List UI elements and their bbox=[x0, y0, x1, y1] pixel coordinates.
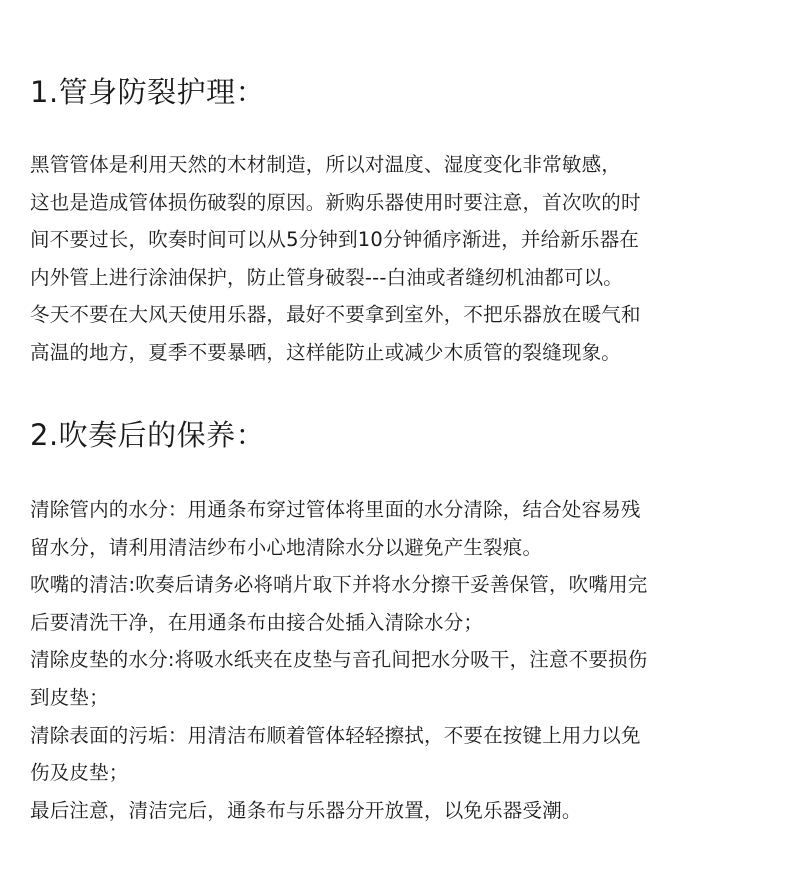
paragraph-line: 吹嘴的清洁:吹奏后请务必将哨片取下并将水分擦干妥善保管，吹嘴用完 bbox=[30, 573, 648, 597]
paragraph-line: 内外管上进行涂油保护，防止管身破裂---白油或者缝纫机油都可以。 bbox=[30, 265, 624, 289]
paragraph-line: 这也是造成管体损伤破裂的原因。新购乐器使用时要注意，首次吹的时 bbox=[30, 190, 641, 214]
paragraph-line: 冬天不要在大风天使用乐器，最好不要拿到室外，不把乐器放在暖气和 bbox=[30, 303, 641, 326]
paragraph-line: 清除管内的水分：用通条布穿过管体将里面的水分清除，结合处容易残 bbox=[30, 498, 641, 521]
paragraph-line: 留水分，请利用清洁纱布小心地清除水分以避免产生裂痕。 bbox=[30, 535, 543, 559]
section-title-pipe-crack-care: 1.管身防裂护理： bbox=[30, 75, 266, 109]
paragraph-line: 清除表面的污垢：用清洁布顺着管体轻轻擦拭，不要在按键上用力以免 bbox=[30, 723, 641, 747]
paragraph-line: 后要清洗干净，在用通条布由接合处插入清除水分； bbox=[30, 610, 484, 634]
paragraph-line: 最后注意，清洁完后，通条布与乐器分开放置，以免乐器受潮。 bbox=[30, 798, 582, 822]
paragraph-line: 高温的地方，夏季不要暴晒，这样能防止或减少木质管的裂缝现象。 bbox=[30, 340, 622, 364]
paragraph-line: 间不要过长，吹奏时间可以从5分钟到10分钟循序渐进，并给新乐器在 bbox=[30, 228, 640, 251]
section-title-after-play-maintenance: 2.吹奏后的保养： bbox=[30, 418, 266, 452]
paragraph-line: 黑管管体是利用天然的木材制造，所以对温度、湿度变化非常敏感， bbox=[30, 153, 622, 176]
paragraph-line: 清除皮垫的水分:将吸水纸夹在皮垫与音孔间把水分吸干，注意不要损伤 bbox=[30, 648, 648, 672]
paragraph-line: 伤及皮垫； bbox=[30, 761, 129, 785]
section-body-after-play-maintenance bbox=[30, 491, 780, 829]
section-body-pipe-crack-care bbox=[30, 146, 780, 371]
paragraph-line: 到皮垫； bbox=[30, 685, 109, 709]
